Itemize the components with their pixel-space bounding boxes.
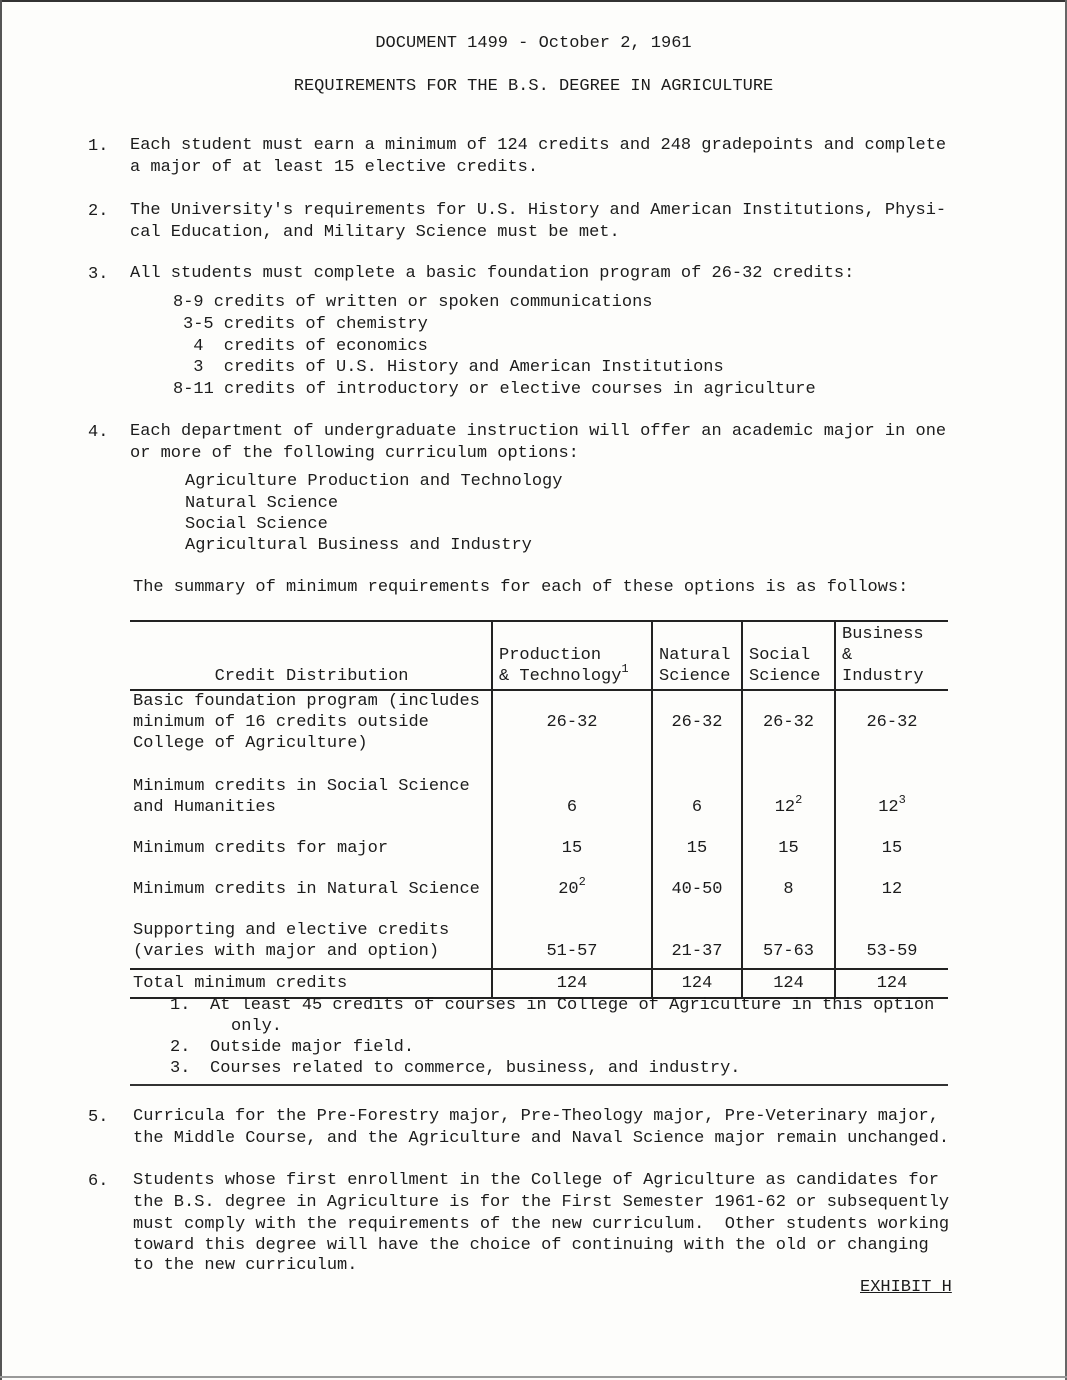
table-row xyxy=(130,838,948,879)
foundation-list-item: 3-5 credits of chemistry xyxy=(183,315,428,334)
footnote-text: Courses related to commerce, business, and industry. xyxy=(210,1059,741,1078)
item-text-line: Curricula for the Pre-Forestry major, Pre-Theology major, Pre-Veterinary major, xyxy=(133,1107,939,1126)
item-text-line: Students whose first enrollment in the College of Agriculture as candidates for xyxy=(133,1171,939,1190)
footnote-text: At least 45 credits of courses in College of Agriculture in this option xyxy=(210,996,935,1015)
column-header-business-industry: Business & Industry xyxy=(835,621,948,690)
foundation-list-item: 4 credits of economics xyxy=(183,337,428,356)
item-text-line: toward this degree will have the choice of continuing with the old or changing xyxy=(133,1236,929,1255)
row-label: Minimum credits in Social Science and Humanities xyxy=(133,777,470,817)
footnote-number: 3. xyxy=(170,1059,191,1078)
cell-value: 12 xyxy=(835,879,948,920)
cell-value: $12^3$ xyxy=(835,776,948,838)
row-label: Basic foundation program (includes minimum of 16 credits outside College of Agriculture) xyxy=(133,692,480,753)
cell-value: 51-57 xyxy=(492,920,652,969)
row-label: Minimum credits in Natural Science xyxy=(133,880,480,899)
cell-value: $20^2$ xyxy=(492,879,652,920)
column-header-natural-science: Natural Science xyxy=(652,621,742,690)
total-value: 124 xyxy=(835,969,948,998)
row-label: Total minimum credits xyxy=(130,969,492,998)
item-text-line: the Middle Course, and the Agriculture and Naval Science major remain unchanged. xyxy=(133,1129,950,1148)
row-label: Minimum credits for major xyxy=(133,839,389,858)
table-row xyxy=(130,776,948,838)
item-text-line: must comply with the requirements of the new curriculum. Other students working xyxy=(133,1215,950,1234)
table-row xyxy=(130,920,948,969)
table-row xyxy=(130,879,948,920)
footnote-rule xyxy=(130,1084,948,1086)
item-text-line: Each student must earn a minimum of 124 credits and 248 gradepoints and complete xyxy=(130,136,947,155)
cell-value: 26-32 xyxy=(652,690,742,776)
footnote-text: only. xyxy=(231,1017,283,1036)
cell-value: 21-37 xyxy=(652,920,742,969)
table-total-row xyxy=(130,969,948,998)
item-text-line: The University's requirements for U.S. History and American Institutions, Physi- xyxy=(130,201,947,220)
cell-value: 26-32 xyxy=(835,690,948,776)
total-value: 124 xyxy=(742,969,835,998)
foundation-list-item: 8-11 credits of introductory or elective courses in agriculture xyxy=(173,380,816,399)
column-header-production-technology: Production & Technology$^1$ xyxy=(492,621,652,690)
total-value: 124 xyxy=(652,969,742,998)
cell-value: 26-32 xyxy=(492,690,652,776)
item-text-line: the B.S. degree in Agriculture is for the First Semester 1961-62 or subsequently xyxy=(133,1193,950,1212)
cell-value: 40-50 xyxy=(652,879,742,920)
foundation-list-item: 3 credits of U.S. History and American Institutions xyxy=(183,358,724,377)
item-number: 5. xyxy=(88,1108,109,1127)
cell-value: 57-63 xyxy=(742,920,835,969)
item-text-line: All students must complete a basic foundation program of 26-32 credits: xyxy=(130,264,855,283)
row-label: Supporting and elective credits (varies with major and option) xyxy=(133,921,450,961)
item-text-line: cal Education, and Military Science must be met. xyxy=(130,223,620,242)
column-header-credit-distribution: Credit Distribution xyxy=(130,621,492,690)
foundation-list-item: 8-9 credits of written or spoken communications xyxy=(173,293,653,312)
page-edge-top xyxy=(0,0,1067,2)
item-number: 2. xyxy=(88,202,109,221)
cell-value: 15 xyxy=(742,838,835,879)
cell-value: 6 xyxy=(652,776,742,838)
item-text-line: a major of at least 15 elective credits. xyxy=(130,158,539,177)
exhibit-label: EXHIBIT H xyxy=(860,1278,952,1297)
option-list-item: Agriculture Production and Technology xyxy=(185,472,563,491)
option-list-item: Natural Science xyxy=(185,494,339,513)
item-text-line: or more of the following curriculum options: xyxy=(130,444,579,463)
option-list-item: Agricultural Business and Industry xyxy=(185,536,532,555)
page-title: REQUIREMENTS FOR THE B.S. DEGREE IN AGRICULTURE xyxy=(293,77,774,96)
cell-value: 6 xyxy=(492,776,652,838)
footnote-number: 2. xyxy=(170,1038,191,1057)
item-number: 6. xyxy=(88,1172,109,1191)
cell-value: 15 xyxy=(492,838,652,879)
footnote-text: Outside major field. xyxy=(210,1038,415,1057)
cell-value: $12^2$ xyxy=(742,776,835,838)
document-number: DOCUMENT 1499 - October 2, 1961 xyxy=(375,34,692,53)
item-text-line: Each department of undergraduate instruction will offer an academic major in one xyxy=(130,422,947,441)
total-value: 124 xyxy=(492,969,652,998)
cell-value: 26-32 xyxy=(742,690,835,776)
item-number: 3. xyxy=(88,265,109,284)
cell-value: 15 xyxy=(652,838,742,879)
requirements-table xyxy=(130,620,948,999)
column-header-social-science: Social Science xyxy=(742,621,835,690)
summary-intro: The summary of minimum requirements for each of these options is as follows: xyxy=(133,578,909,597)
item-number: 4. xyxy=(88,423,109,442)
footnote-number: 1. xyxy=(170,996,191,1015)
table-header-row xyxy=(130,621,948,690)
item-number: 1. xyxy=(88,137,109,156)
item-text-line: to the new curriculum. xyxy=(133,1256,358,1275)
cell-value: 8 xyxy=(742,879,835,920)
table-row xyxy=(130,690,948,776)
cell-value: 15 xyxy=(835,838,948,879)
option-list-item: Social Science xyxy=(185,515,328,534)
page-edge-left xyxy=(0,0,2,1380)
page-edge-bottom xyxy=(0,1376,1067,1378)
cell-value: 53-59 xyxy=(835,920,948,969)
